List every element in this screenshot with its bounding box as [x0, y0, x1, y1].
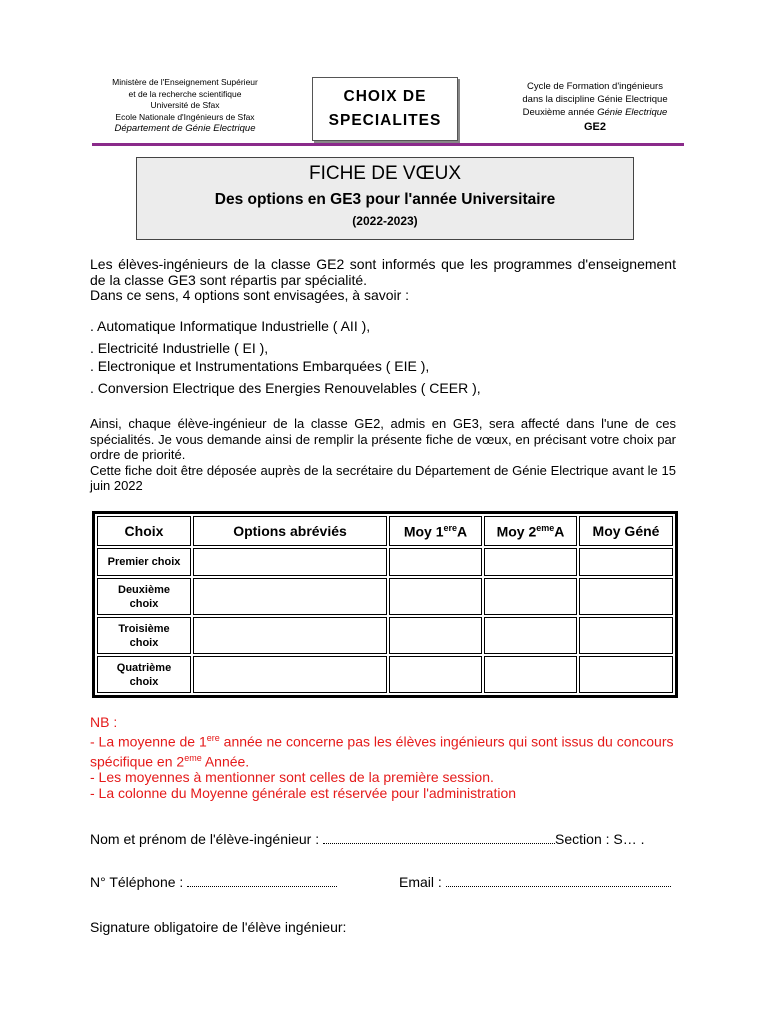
class-label: GE2	[583, 121, 606, 133]
option-item: . Electricité Industrielle ( EI ),	[90, 340, 269, 356]
option-cell[interactable]	[193, 656, 387, 693]
phone-label: N° Téléphone :	[90, 874, 184, 890]
row-label-text: Deuxième	[118, 583, 170, 596]
program-line-1: Cycle de Formation d'ingénieurs	[527, 81, 663, 92]
nb-line-2: - Les moyennes à mentionner sont celles de la première session.	[90, 769, 494, 786]
header-divider	[92, 143, 684, 146]
nb-text-2: année ne concerne pas les élèves ingénieurs qui sont issus du concours spécifique en 2	[90, 733, 674, 770]
academic-year: (2022-2023)	[352, 214, 418, 228]
row-label-text-2: choix	[129, 636, 159, 649]
name-field-row	[90, 831, 690, 847]
name-field[interactable]	[323, 833, 555, 844]
nb-text-3: Année.	[201, 753, 250, 770]
signature-label: Signature obligatoire de l'élève ingénieur:	[90, 919, 347, 935]
option-item: . Automatique Informatique Industrielle ( AII ),	[90, 318, 371, 334]
ministry-line-2: et de la recherche scientifique	[128, 88, 242, 99]
col-header-moy1	[389, 516, 482, 546]
doc-type-line-2: SPECIALITES	[328, 112, 442, 129]
email-field[interactable]	[446, 876, 671, 887]
moyg-cell[interactable]	[579, 578, 673, 615]
program-line-3	[480, 106, 710, 119]
moy1-cell[interactable]	[389, 578, 482, 615]
moy2-cell[interactable]	[484, 656, 577, 693]
table-row	[97, 578, 673, 615]
moy1-cell[interactable]	[389, 656, 482, 693]
nb-sup-2: eme	[184, 752, 202, 763]
document-type-box	[312, 77, 458, 141]
title-box	[136, 157, 634, 240]
year-label: Deuxième année	[522, 107, 598, 118]
section-value[interactable]: S… .	[613, 831, 645, 847]
moy2-text: Moy 2	[496, 523, 537, 540]
col-header-choix: Choix	[97, 516, 191, 546]
nb-line-3: - La colonne du Moyenne générale est réservée pour l'administration	[90, 785, 517, 802]
moyg-cell[interactable]	[579, 617, 673, 654]
option-item: . Conversion Electrique des Energies Renouvelables ( CEER ),	[90, 380, 481, 396]
doc-type-line-1: CHOIX DE	[343, 88, 427, 105]
intro-paragraph	[90, 257, 676, 304]
page-title: FICHE DE VŒUX	[308, 163, 462, 184]
email-label: Email :	[399, 874, 442, 890]
nb-label: NB :	[90, 714, 118, 730]
moy1-sup: ere	[443, 522, 458, 533]
row-label-text: Troisième	[118, 622, 170, 635]
option-cell[interactable]	[193, 617, 387, 654]
ministry-line: Ministère de l'Enseignement Supérieur	[112, 77, 258, 87]
option-cell[interactable]	[193, 548, 387, 576]
option-cell[interactable]	[193, 578, 387, 615]
nb-text: - La moyenne de 1	[90, 733, 207, 750]
instructions-paragraph	[90, 416, 676, 494]
option-item: . Electronique et Instrumentations Embarquées ( EIE ),	[90, 358, 430, 374]
row-label-text: Quatrième	[116, 661, 172, 674]
col-header-options: Options abréviés	[193, 516, 387, 546]
section-label: Section :	[555, 831, 610, 847]
department-line: Département de Génie Electrique	[114, 123, 256, 134]
moy1-text: Moy 1	[403, 523, 444, 540]
table-row	[97, 548, 673, 576]
table-row	[97, 656, 673, 693]
nb-section	[90, 714, 680, 801]
row-label-text: Premier choix	[107, 556, 181, 568]
table-row	[97, 617, 673, 654]
moy2-cell[interactable]	[484, 548, 577, 576]
page-subtitle: Des options en GE3 pour l'année Universitaire	[214, 191, 556, 208]
row-label-text-2: choix	[129, 675, 159, 688]
row-label	[97, 548, 191, 576]
phone-field[interactable]	[187, 876, 337, 887]
intro-text-2: Dans ce sens, 4 options sont envisagées, à savoir :	[90, 287, 410, 303]
email-field-row	[399, 874, 671, 890]
nb-line-1	[90, 730, 680, 769]
row-label-text-2: choix	[129, 597, 159, 610]
moy1-tail: A	[457, 523, 468, 540]
nb-sup: ere	[206, 733, 220, 743]
table-header-row	[97, 516, 673, 546]
institution-header	[60, 77, 310, 135]
deadline-text: Cette fiche doit être déposée auprès de la secrétaire du Département de Génie Electrique avant le 15 juin 2022	[90, 462, 676, 493]
instructions-text: Ainsi, chaque élève-ingénieur de la classe GE2, admis en GE3, sera affecté dans l'une de ces spécialités. Je vous demande ainsi de remplir la présente fiche de vœux, en précisant votre choix par ordre de priorité.	[90, 416, 676, 462]
moy2-sup: eme	[536, 522, 555, 533]
program-header	[480, 80, 710, 134]
moyg-cell[interactable]	[579, 656, 673, 693]
row-label	[97, 578, 191, 615]
phone-field-row	[90, 874, 337, 890]
moy1-cell[interactable]	[389, 617, 482, 654]
discipline-label: Génie Electrique	[597, 107, 668, 118]
university-line: Université de Sfax	[150, 100, 220, 110]
row-label	[97, 617, 191, 654]
name-label: Nom et prénom de l'élève-ingénieur :	[90, 831, 320, 847]
moy1-cell[interactable]	[389, 548, 482, 576]
moy2-cell[interactable]	[484, 617, 577, 654]
row-label	[97, 656, 191, 693]
moyg-cell[interactable]	[579, 548, 673, 576]
moy2-cell[interactable]	[484, 578, 577, 615]
intro-text: Les élèves-ingénieurs de la classe GE2 sont informés que les programmes d'enseignement de la classe GE3 sont répartis par spécialité.	[90, 256, 676, 288]
program-line-2: dans la discipline Génie Electrique	[522, 94, 668, 105]
col-header-moy2	[484, 516, 577, 546]
moy2-tail: A	[554, 523, 565, 540]
school-line: Ecole Nationale d'Ingénieurs de Sfax	[115, 111, 255, 122]
col-header-moyg: Moy Géné	[579, 516, 673, 546]
choices-table	[92, 511, 678, 698]
